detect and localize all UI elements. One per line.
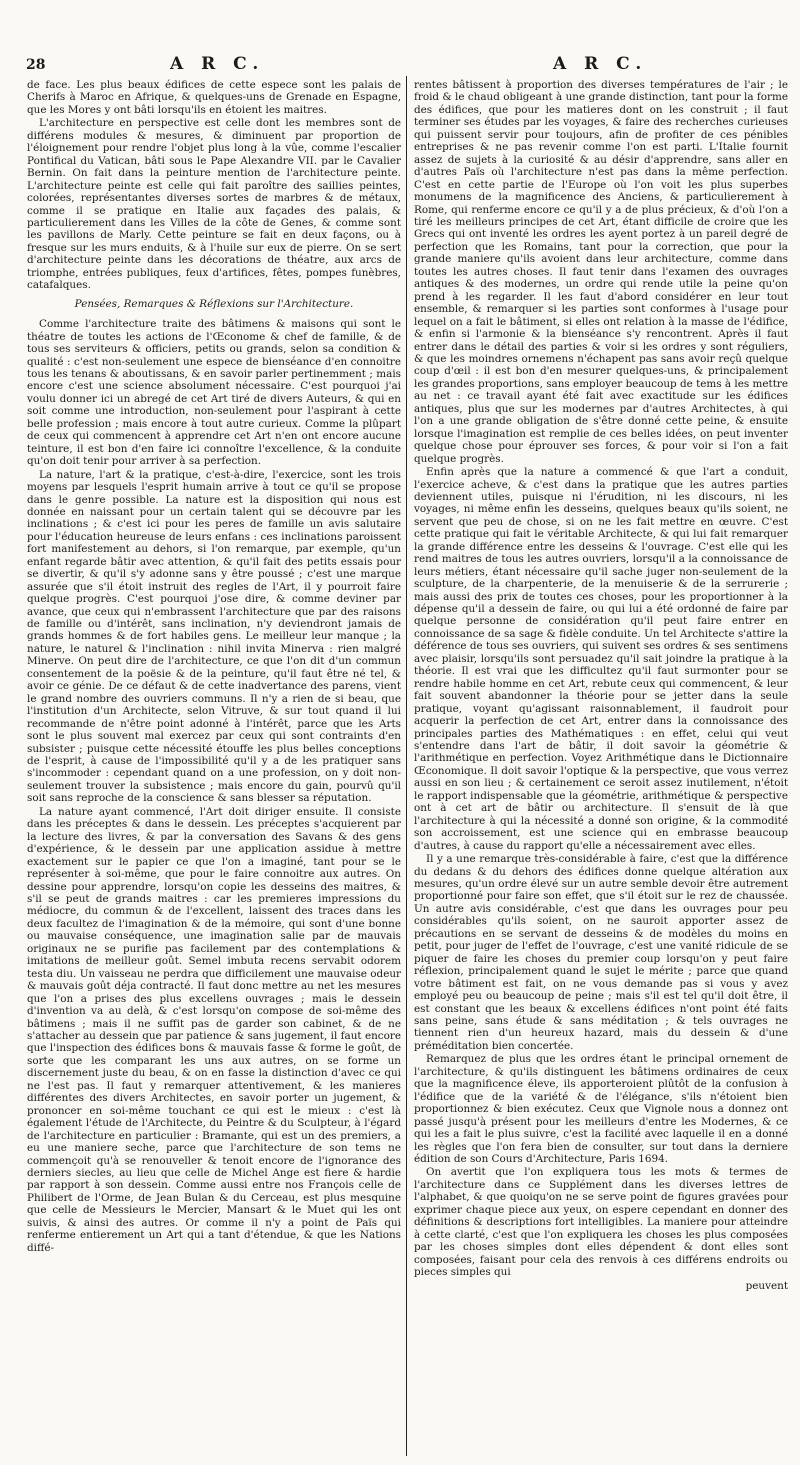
running-head-left: A R C. <box>170 54 265 74</box>
catchword: peuvent <box>745 1279 788 1292</box>
paragraph: Remarquez de plus que les ordres étant le principal ornement de l'architecture, & qu'ils distinguent les bâtimens ordinaires de ceux que la magnificence éleve, ils apporteroient plûtôt de la confusion à l'édifice que de la variété & de l'élégance, s'ils n'étoient bien proportionnez & bien exécutez. Ceux que Vignole nous a donnez ont passé jusqu'à présent pour les meilleurs d'entre les Modernes, & ce qui les a fait le plus suivre, c'est la facilité avec laquelle il en a donné les règles que l'on fera bien de consulter, sur tout dans la derniere édition de son Cours d'Architecture, Paris 1694. <box>414 1053 788 1165</box>
right-column <box>414 79 788 1292</box>
paragraph: On avertit que l'on expliquera tous les mots & termes de l'architecture dans ce Supplément dans les diverses lettres de l'alphabet, & que quoiqu'on ne se serve point de figures gravées pour exprimer chaque piece aux yeux, on espere cependant en donner des définitions & descriptions fort intelligibles. La maniere pour atteindre à cette clarté, c'est que l'on expliquera les choses les plus composées par les choses simples dont elles dépendent & dont elles sont composées, faisant pour cela des renvois à ces différens endroits ou pieces simples qui <box>414 1166 788 1279</box>
paragraph: rentes bâtissent à proportion des diverses températures de l'air ; le froid & le chaud obligeant à une grande distinction, tant pour la forme des édifices, que pour les matieres dont on les construit ; il faut terminer ses études par les voyages, & faire des recherches curieuses qui puissent servir pour toujours, afin de profiter de ces pénibles entreprises & ne pas revenir comme l'on est parti. L'Italie fournit assez de sujets à la curiosité & au désir d'apprendre, sans aller en d'autres Païs où l'architecture n'est pas dans la même perfection. C'est en cette partie de l'Europe où l'on voit les plus superbes monumens de la magnificence des Anciens, & particulierement à Rome, qui renferme encore ce qu'il y a de plus précieux, & d'où l'on a tiré les meilleurs principes de cet Art, étant difficile de croire que les Grecs qui ont inventé les ordres les ayent portez à un pareil degré de perfection que les Romains, tant pour la correction, que pour la grande maniere qu'ils avoient dans leur architecture, comme dans toutes les autres choses. Il faut tenir dans l'examen des ouvrages antiques & des modernes, un ordre qui rende utile la peine qu'on prend à les regarder. Il les faut d'abord considérer en leur tout ensemble, & remarquer si les parties sont conformes à l'usage pour lequel on a fait le bâtiment, si elles ont relation à la masse de l'édifice, & enfin si l'armonie & la bienséance s'y rencontrent. Après il faut entrer dans le détail des parties & voir si les ordres y sont réguliers, & que les moindres ornemens n'échapent pas sans avoir reçû quelque coup d'œil : il est bon d'en mesurer quelques-uns, & principalement les grandes proportions, sans employer beaucoup de tems à les mettre au net : ce travail ayant été fait avec exactitude sur les édifices antiques, plus que sur les modernes par d'autres Architectes, à qui l'on a une grande obligation de s'être donné cette peine, & ensuite lorsque l'imagination est remplie de ces belles idées, on peut inventer quelque chose pour éprouver ses forces, & pour voir si l'on a fait quelque progrès. <box>414 79 788 465</box>
page-number: 28 <box>26 57 46 73</box>
paragraph: La nature, l'art & la pratique, c'est-à-dire, l'exercice, sont les trois moyens par lesquels l'esprit humain arrive à tout ce qu'il se propose dans le genre possible. La nature est la disposition qui nous est donnée en naissant pour un certain talent qui se découvre par les inclinations ; & c'est ici pour les peres de famille un avis salutaire pour l'éducation heureuse de leurs enfans : ces inclinations paroissent fort manifestement au dehors, si l'on remarque, par exemple, qu'un enfant regarde bâtir avec attention, & qu'il fait des petits essais pour se divertir, & qu'il s'y adonne sans y être poussé ; c'est une marque assurée que s'il étoit instruit des regles de l'Art, il y pourroit faire quelque progrès. C'est pourquoi j'ose dire, & comme deviner par avance, que ceux qui n'embrassent l'architecture que par des raisons de famille ou d'intérêt, sans inclination, n'y deviendront jamais de grands hommes & de fort habiles gens. Le meilleur leur manque ; la nature, le naturel & l'inclination : nihil invita Minerva : rien malgré Minerve. On peut dire de l'architecture, ce que l'on dit d'un commun consentement de la poësie & de la peinture, qu'il faut être né tel, & avoir ce génie. De ce défaut & de cette inadvertance des parens, vient le grand nombre des ouvriers communs. Il n'y a rien de si beau, que l'institution d'un Architecte, selon Vitruve, & sur tout quand il lui recommande de n'être point adonné à l'intérêt, parce que les Arts sont le plus souvent mal exercez par ceux qui sont contraints d'en subsister ; puisque cette nécessité étouffe les plus belles conceptions de l'esprit, à cause de l'impossibilité qu'il y a de les pratiquer sans s'incommoder : cependant quand on a une profession, on y doit non-seulement trouver la subsistence ; mais encore du gain, pourvû qu'il soit sans reproche de la conscience & sans blesser sa réputation. <box>27 468 401 805</box>
paragraph: de face. Les plus beaux édifices de cette espece sont les palais de Cherifs à Maroc en Afrique, & quelques-uns de Grenade en Espagne, que les Mores y ont bâti lorsqu'ils en étoient les maitres. <box>27 79 401 116</box>
paragraph: Il y a une remarque très-considérable à faire, c'est que la différence du dedans & du dehors des édifices donne quelque altération aux mesures, qu'un ordre élevé sur un autre semble devoir être autrement proportionné pour faire son effet, que s'il étoit sur le rez de chaussée. Un autre avis considérable, c'est que dans les ouvrages pour peu considérables qu'ils soient, on ne sauroit apporter assez de précautions en se servant de desseins & de modèles du moins en petit, pour juger de l'effet de l'ouvrage, c'est une vanité ridicule de se piquer de faire les choses du premier coup lorsqu'on y peut faire réflexion, principalement quand le sujet le mérite ; parce que quand votre bâtiment est fait, on ne vous demande pas si vous y avez employé peu ou beaucoup de peine ; mais s'il est tel qu'il doit être, il est constant que les beaux & excellens édifices n'ont point été faits sans peine, sans étude & sans méditation ; & tels ouvrages ne tiennent rien d'un heureux hazard, mais du dessein & d'une préméditation bien concertée. <box>414 853 788 1052</box>
paragraph: La nature ayant commencé, l'Art doit diriger ensuite. Il consiste dans les préceptes & dans le dessein. Les préceptes s'acquierent par la lecture des livres, & par la conversation des Savans & des gens d'expérience, & le dessein par une application assidue à mettre exactement sur le papier ce que l'on a imaginé, tant pour se le représenter à soi-même, que pour le faire connoitre aux autres. On dessine pour apprendre, lorsqu'on copie les desseins des maitres, & s'il se peut de grands maitres : car les premieres impressions du médiocre, du commun & de l'excellent, laissent des traces dans les deux facultez de l'imagination & de la mémoire, qui sont d'une bonne ou mauvaise conséquence, une imagination salie par de mauvais originaux ne se purifie pas facilement par des contemplations & imitations de meilleur goût. Semel imbuta recens servabit odorem testa diu. Un vaisseau ne perdra que difficilement une mauvaise odeur & mauvais goût déja contracté. Il faut donc mettre au net les mesures que l'on a prises des plus excellens ouvrages ; mais le dessein d'invention va au delà, & c'est lorsqu'on compose de soi-même des bâtimens ; mais il ne suffit pas de garder son cabinet, & de ne s'attacher au dessein que par patience & sans jugement, il faut encore que l'inspection des édifices bons & mauvais fasse & forme le goût, de sorte que les comparant les uns aux autres, on se forme un discernement juste du beau, & on en fasse la distinction d'avec ce qui ne l'est pas. Il faut y remarquer attentivement, & les manieres différentes des divers Architectes, en savoir porter un jugement, & prononcer en soi-même touchant ce qui est le mieux : c'est là également l'étude de l'Architecte, du Peintre & du Sculpteur, à l'égard de l'architecture en particulier : Bramante, qui est un des premiers, a eu une maniere seche, parce que l'architecture de son tems ne commençoit qu'à se renouveller & tenoit encore de l'ignorance des derniers siecles, au lieu que celle de Michel Ange est fiere & hardie par rapport à son dessein. Comme aussi entre nos François celle de Philibert de l'Orme, de Jean Bulan & du Cerceau, est plus mesquine que celle de Messieurs le Mercier, Mansart & le Muet qui les ont suivis, & ainsi des autres. Or comme il n'y a point de Païs qui renferme entierement un Art qui a tant d'étendue, & que les Nations diffé- <box>27 805 401 1254</box>
paragraph: Enfin après que la nature a commencé & que l'art a conduit, l'exercice acheve, & c'est dans la pratique que les autres parties deviennent utiles, puisque ni l'érudition, ni les discours, ni les voyages, ni même enfin les desseins, quelques beaux qu'ils soient, ne servent que peu de chose, si on ne les fait mettre en œuvre. C'est cette pratique qui fait le véritable Architecte, & qui lui fait remarquer la grande différence entre les desseins & l'ouvrage. C'est elle qui les rend maitres de tous les autres ouvriers, lorsqu'il a la connoissance de leurs métiers, étant nécessaire qu'il sache juger non-seulement de la sculpture, de la charpenterie, de la menuiserie & de la serrurerie ; mais aussi des prix de toutes ces choses, pour les proportionner à la dépense qu'il a dessein de faire, ou qui lui a été ordonné de faire par quelque personne de considération qu'il peut faire entrer en connoissance de sa sage & fidèle conduite. Un tel Architecte s'attire la déférence de tous ses ouvriers, qui suivent ses ordres & ses sentimens avec plaisir, lorsqu'ils sont persuadez qu'il sait joindre la pratique à la théorie. Il est vrai que les difficultez qu'il faut surmonter pour se rendre habile homme en cet Art, rebute ceux qui commencent, & leur fait souvent abandonner la théorie pour se jetter dans la seule pratique, voyant qu'agissant raisonnablement, il faudroit pour acquerir la perfection de cet Art, entrer dans la connoissance des principales parties des Mathématiques : en effet, celui qui veut s'entendre dans l'art de bâtir, il doit savoir la géométrie & l'arithmétique en perfection. Voyez Arithmétique dans le Dictionnaire Œconomique. Il doit savoir l'optique & la perspective, que vous verrez aussi en son lieu ; & certainement ce seroit assez inutilement, n'étoit le rapport indispensable que la géométrie, arithmétique & perspective ont à cet art de bâtir ou architecture. Il s'ensuit de là que l'architecture à qui la nécessité a donné son origine, & la commodité son accroissement, est une science qui en embrasse beaucoup d'autres, à cause du rapport qu'elle a nécessairement avec elles. <box>414 466 788 852</box>
left-column <box>27 79 401 1254</box>
section-heading: Pensées, Remarques & Réflexions sur l'Architecture. <box>74 297 354 310</box>
column-divider <box>406 76 407 1456</box>
paragraph: L'architecture en perspective est celle dont les membres sont de différens modules & mesures, & diminuent par proportion de l'éloignement pour rendre l'objet plus long à la vûe, comme l'escalier Pontifical du Vatican, bâti sous le Pape Alexandre VII. par le Cavalier Bernin. On fait dans la peinture mention de l'architecture peinte. L'architecture peinte est celle qui fait paroître des saillies peintes, colorées, représentantes diverses sortes de marbres & de métaux, comme il se pratique en Italie aux façades des palais, & particulierement dans les Villes de la côte de Genes, & comme sont les pavillons de Marly. Cette peinture se fait en deux façons, ou à fresque sur les murs enduits, & à l'huile sur eux de pierre. On se sert d'architecture peinte dans les décorations de théatre, aux arcs de triomphe, entrées publiques, feux d'artifices, fêtes, pompes funèbres, catafalques. <box>27 117 401 292</box>
paragraph: Comme l'architecture traite des bâtimens & maisons qui sont le théatre de toutes les actions de l'Œconome & chef de famille, & de tous ses serviteurs & officiers, petits ou grands, selon sa condition & qualité : c'est non-seulement une espece de bienséance d'en connoitre tous les tenans & aboutissans, & en savoir parler pertinemment ; mais encore c'est une science absolument nécessaire. C'est pourquoi j'ai voulu donner ici un abregé de cet Art tiré de divers Auteurs, & qui en soit comme une introduction, non-seulement pour l'aspirant à cette belle profession ; mais encore à tout autre curieux. Comme la plûpart de ceux qui commencent à apprendre cet Art n'en ont encore aucune teinture, il est bon d'en faire ici connoître l'excellence, & la conduite qu'on doit tenir pour arriver à sa perfection. <box>27 318 401 468</box>
running-head-right: A R C. <box>553 54 648 74</box>
